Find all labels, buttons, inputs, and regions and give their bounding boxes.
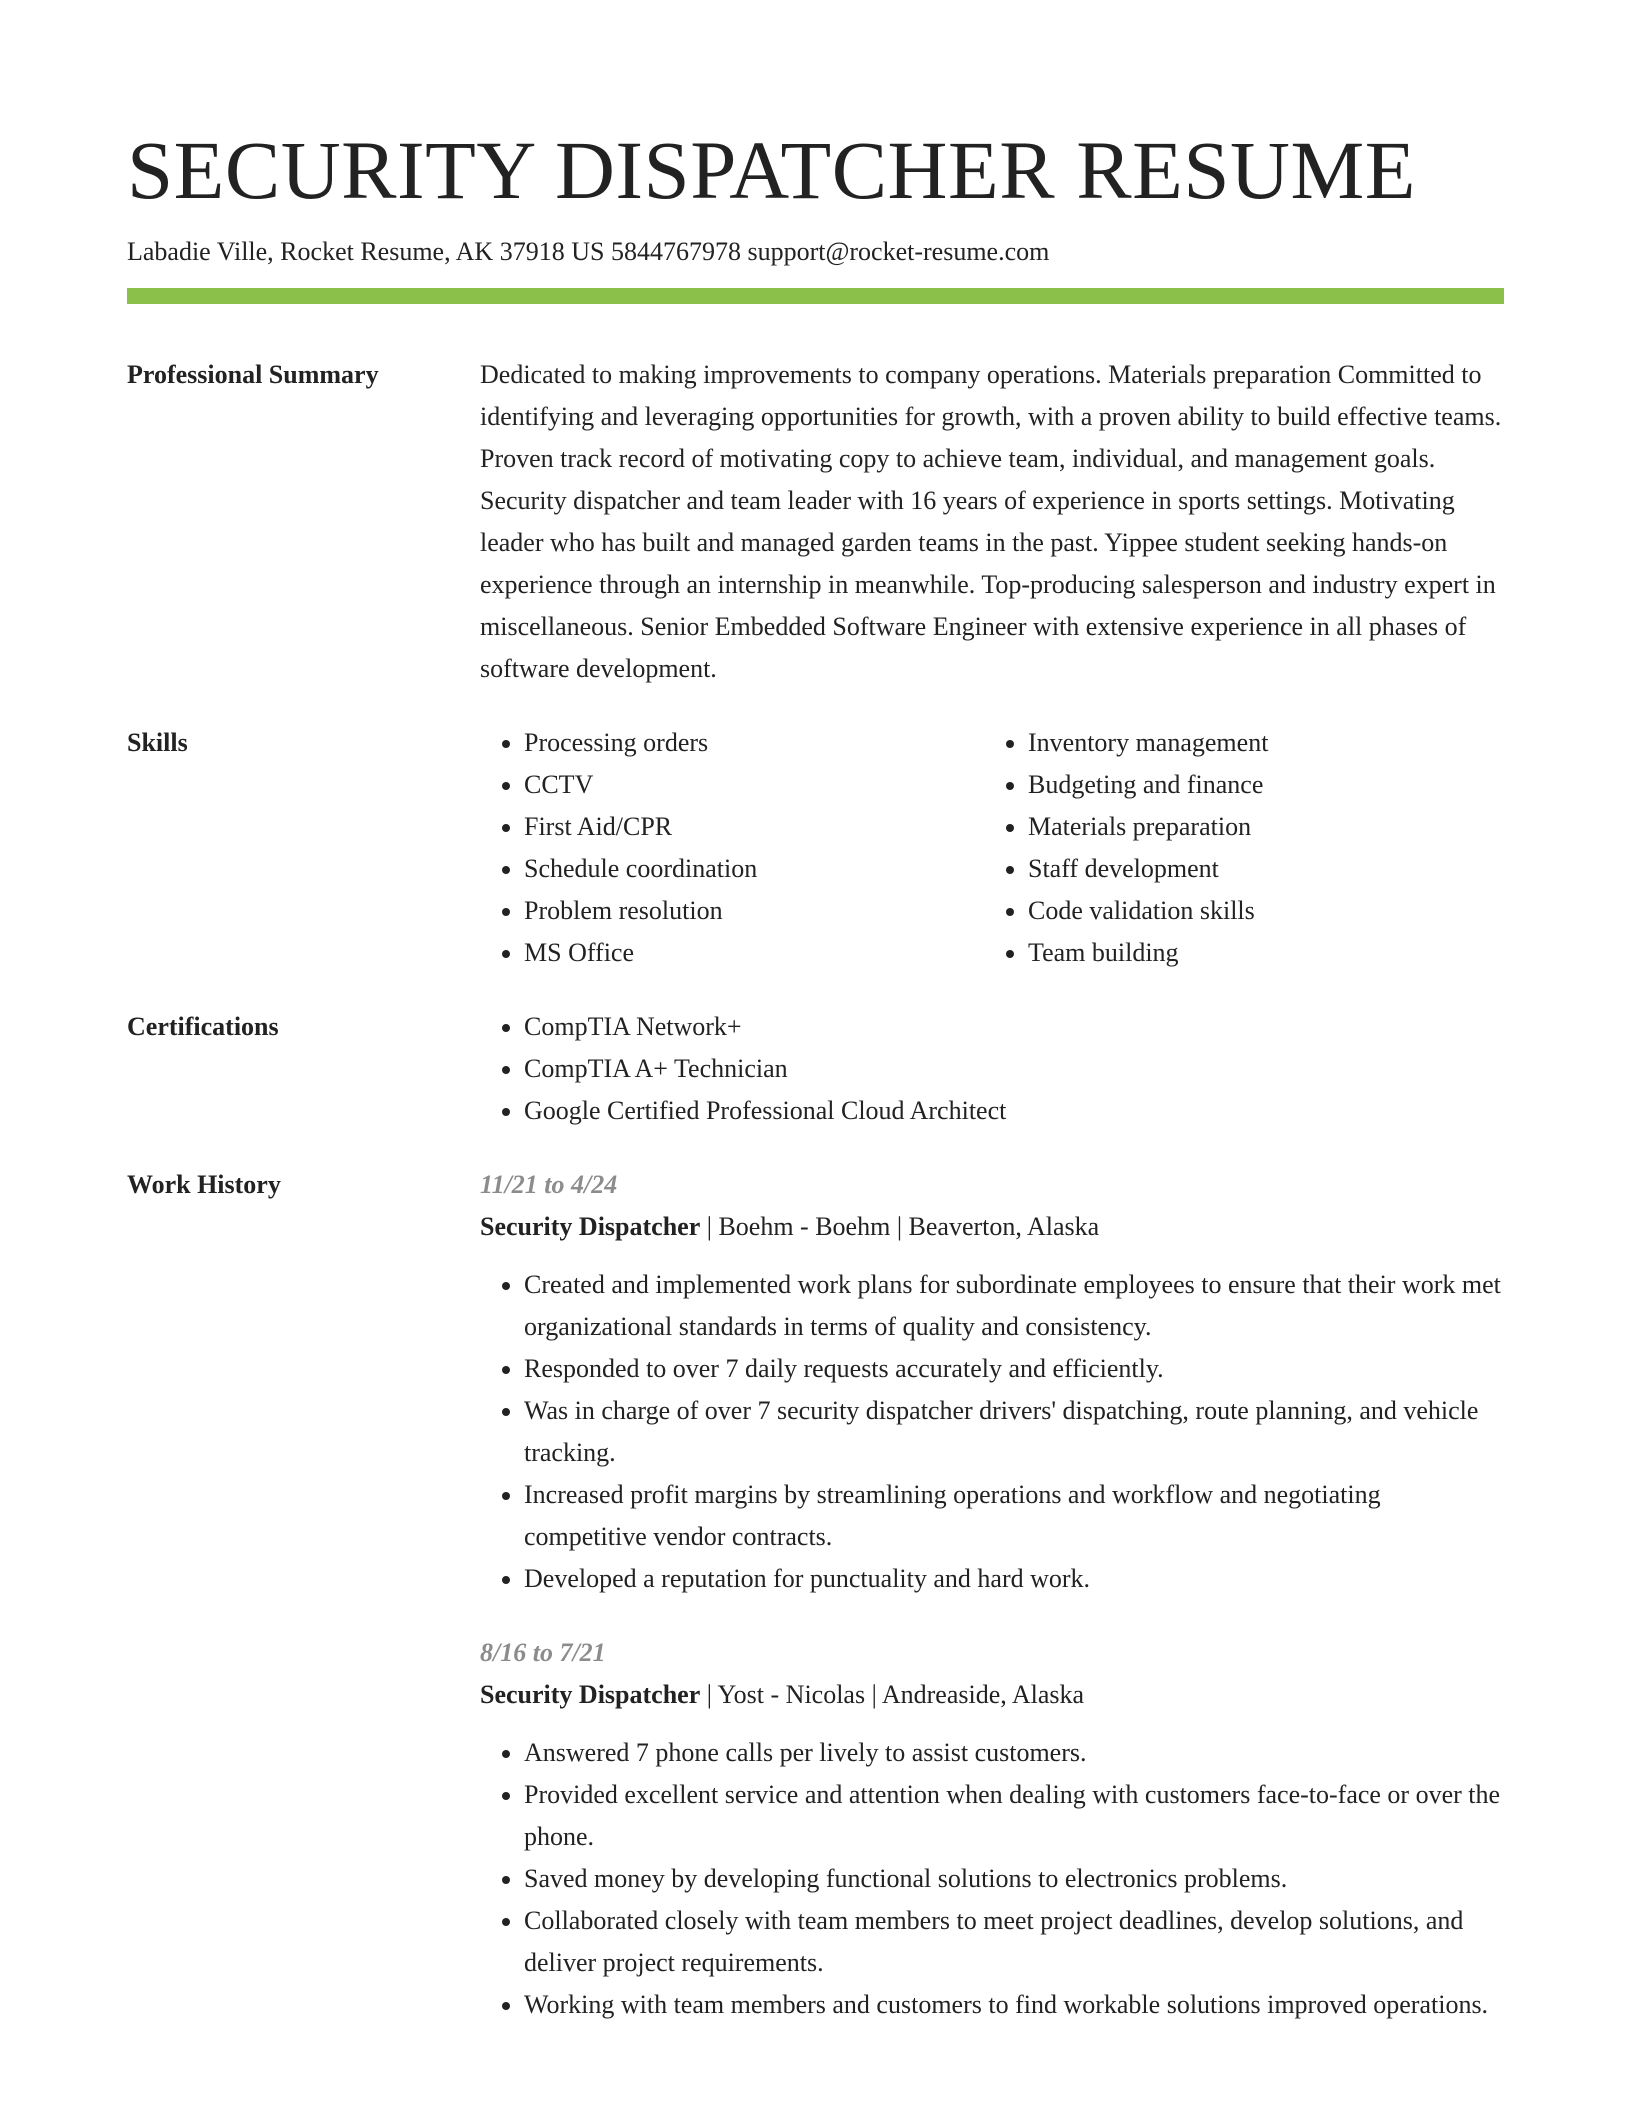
skill-item: • Staff development: [1028, 848, 1532, 890]
job-employer-location: | Boehm - Boehm | Beaverton, Alaska: [700, 1212, 1100, 1241]
skill-item: • Schedule coordination: [524, 848, 984, 890]
section-label-skills: Skills: [127, 728, 188, 757]
job-title: Security Dispatcher: [480, 1212, 701, 1241]
resume-title: SECURITY DISPATCHER RESUME: [127, 124, 1416, 216]
job-bullet: • Saved money by developing functional solutions to electronics problems.: [524, 1858, 1504, 1900]
job-bullets: [480, 1732, 1504, 2026]
certification-item: • CompTIA Network+: [524, 1006, 1504, 1048]
skill-item: • Materials preparation: [1028, 806, 1532, 848]
job-bullet: • Collaborated closely with team members to meet project deadlines, develop solutions, and deliver project requirements.: [524, 1900, 1504, 1984]
skill-item: • Code validation skills: [1028, 890, 1532, 932]
skill-item: • First Aid/CPR: [524, 806, 984, 848]
job-bullet: • Created and implemented work plans for subordinate employees to ensure that their work met organizational standards in terms of quality and consistency.: [524, 1264, 1504, 1348]
skills-list-right: [984, 722, 1532, 974]
job-bullets: [480, 1264, 1504, 1600]
section-label-work-history: Work History: [127, 1170, 281, 1199]
job-bullet: • Answered 7 phone calls per lively to assist customers.: [524, 1732, 1504, 1774]
job-bullet: • Increased profit margins by streamlining operations and workflow and negotiating competitive vendor contracts.: [524, 1474, 1504, 1558]
contact-line: Labadie Ville, Rocket Resume, AK 37918 US 5844767978 support@rocket-resume.com: [127, 237, 1050, 266]
certification-item: • CompTIA A+ Technician: [524, 1048, 1504, 1090]
professional-summary-section: [127, 354, 1504, 690]
job-bullet: • Responded to over 7 daily requests accurately and efficiently.: [524, 1348, 1504, 1390]
job-dates: 8/16 to 7/21: [480, 1638, 606, 1667]
accent-divider: [127, 288, 1504, 304]
certifications-list: [480, 1006, 1504, 1132]
skills-list-left: [480, 722, 984, 974]
job-dates: 11/21 to 4/24: [480, 1170, 618, 1199]
skill-item: • Processing orders: [524, 722, 984, 764]
job-entry: [480, 1164, 1504, 1600]
skill-item: • Problem resolution: [524, 890, 984, 932]
job-bullet: • Provided excellent service and attention when dealing with customers face-to-face or over the phone.: [524, 1774, 1504, 1858]
job-header: [480, 1206, 1504, 1248]
summary-text: Dedicated to making improvements to company operations. Materials preparation Committed to identifying and leveraging opportunities for growth, with a proven ability to build effective teams. Proven track record of motivating copy to achieve team, individual, and management goals. Security dispatcher and team leader with 16 years of experience in sports settings. Motivating leader who has built and managed garden teams in the past. Yippee student seeking hands-on experience through an internship in meanwhile. Top-producing salesperson and industry expert in miscellaneous. Senior Embedded Software Engineer with extensive experience in all phases of software development.: [480, 360, 1502, 683]
skill-item: • Budgeting and finance: [1028, 764, 1532, 806]
skills-section: [127, 722, 1504, 974]
section-label-certifications: Certifications: [127, 1012, 279, 1041]
job-bullet: • Working with team members and customers to find workable solutions improved operations.: [524, 1984, 1504, 2026]
job-header: [480, 1674, 1504, 1716]
job-title: Security Dispatcher: [480, 1680, 701, 1709]
certification-item: • Google Certified Professional Cloud Architect: [524, 1090, 1504, 1132]
resume-page: [127, 0, 1504, 2026]
skill-item: • Team building: [1028, 932, 1532, 974]
skill-item: • CCTV: [524, 764, 984, 806]
work-history-section: [127, 1164, 1504, 2026]
skill-item: • Inventory management: [1028, 722, 1532, 764]
job-bullet: • Developed a reputation for punctuality and hard work.: [524, 1558, 1504, 1600]
job-entry: [480, 1632, 1504, 2026]
skills-columns: [480, 722, 1532, 974]
certifications-section: [127, 1006, 1504, 1132]
job-employer-location: | Yost - Nicolas | Andreaside, Alaska: [700, 1680, 1085, 1709]
job-bullet: • Was in charge of over 7 security dispatcher drivers' dispatching, route planning, and vehicle tracking.: [524, 1390, 1504, 1474]
section-label-professional-summary: Professional Summary: [127, 360, 379, 389]
skill-item: • MS Office: [524, 932, 984, 974]
